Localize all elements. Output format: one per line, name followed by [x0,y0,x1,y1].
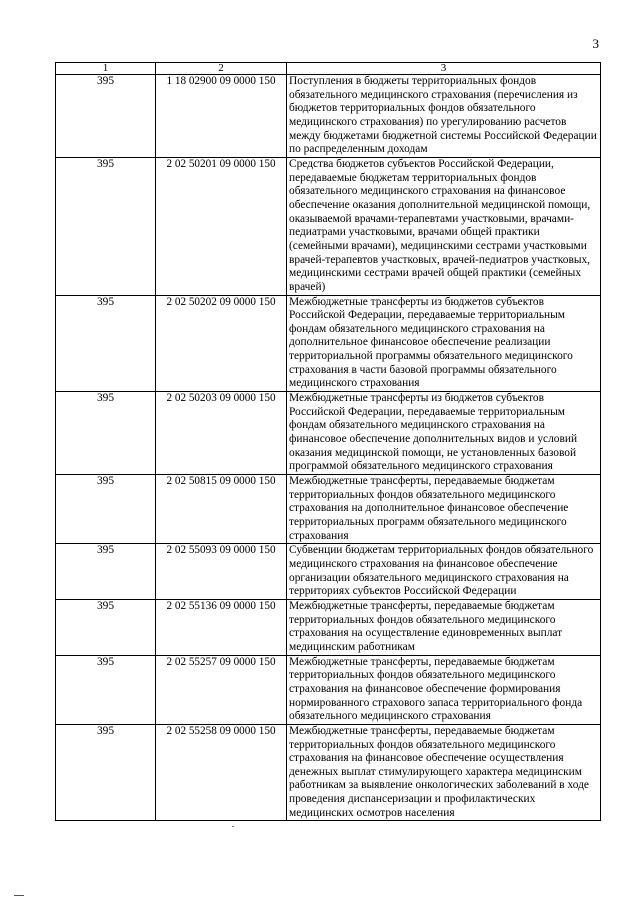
admin-code-cell: 395 [56,295,156,392]
revenue-code-cell: 2 02 55136 09 0000 150 [156,599,287,655]
page-number: 3 [592,36,599,51]
column-header-2: 2 [156,63,287,75]
revenue-code-cell: 2 02 55257 09 0000 150 [156,655,287,724]
admin-code-cell: 395 [56,75,156,158]
table-row [56,157,601,295]
revenue-code-cell: 2 02 50201 09 0000 150 [156,157,287,295]
description-cell: Межбюджетные трансферты, передаваемые бюджетам территориальных фондов обязательного медицинского страхования на финансовое обеспечение формирования нормированного страхового запаса территориального фонда обязательного медицинского страхования [287,655,601,724]
revenue-code-cell: 1 18 02900 09 0000 150 [156,75,287,158]
table-row [56,724,601,821]
table-header-row [56,63,601,75]
table-row [56,599,601,655]
column-header-3: 3 [287,63,601,75]
admin-code-cell: 395 [56,724,156,821]
admin-code-cell: 395 [56,157,156,295]
description-cell: Поступления в бюджеты территориальных фондов обязательного медицинского страхования (перечисления из бюджетов территориальных фондов обязательного медицинского страхования) по урегулированию расчетов между бюджетами бюджетной системы Российской Федерации по распределенным доходам [287,75,601,158]
revenue-code-cell: 2 02 50815 09 0000 150 [156,475,287,544]
description-cell: Межбюджетные трансферты из бюджетов субъектов Российской Федерации, передаваемые территориальным фондам обязательного медицинского страхования на дополнительное финансовое обеспечение реализации территориальной программы обязательного медицинского страхования в части базовой программы обязательного медицинского страхования [287,295,601,392]
table-row [56,295,601,392]
description-cell: Межбюджетные трансферты, передаваемые бюджетам территориальных фондов обязательного медицинского страхования на осуществление единовременных выплат медицинским работникам [287,599,601,655]
description-cell: Межбюджетные трансферты из бюджетов субъектов Российской Федерации, передаваемые территориальным фондам обязательного медицинского страхования на финансовое обеспечение дополнительных видов и условий оказания медицинской помощи, не установленных базовой программой обязательного медицинского страхования [287,392,601,475]
table-row [56,655,601,724]
revenue-code-cell: 2 02 50202 09 0000 150 [156,295,287,392]
table-row [56,475,601,544]
description-cell: Средства бюджетов субъектов Российской Федерации, передаваемые бюджетам территориальных фондов обязательного медицинского страхования на финансовое обеспечение оказания дополнительной медицинской помощи, оказываемой врачами-терапевтами участковыми, врачами-педиатрами участковыми, врачами общей практики (семейными врачами), медицинскими сестрами участковыми врачей-терапевтов участковых, врачей-педиатров участковых, медицинскими сестрами врачей общей практики (семейных врачей) [287,157,601,295]
admin-code-cell: 395 [56,475,156,544]
table-row [56,392,601,475]
budget-codes-table [55,62,601,821]
admin-code-cell: 395 [56,599,156,655]
table-row [56,544,601,600]
admin-code-cell: 395 [56,392,156,475]
revenue-code-cell: 2 02 55093 09 0000 150 [156,544,287,600]
scan-speck [232,826,234,827]
revenue-code-cell: 2 02 50203 09 0000 150 [156,392,287,475]
description-cell: Субвенции бюджетам территориальных фондов обязательного медицинского страхования на финансовое обеспечение организации обязательного медицинского страхования на территориях субъектов Российской Федерации [287,544,601,600]
column-header-1: 1 [56,63,156,75]
revenue-code-cell: 2 02 55258 09 0000 150 [156,724,287,821]
admin-code-cell: 395 [56,544,156,600]
table-row [56,75,601,158]
description-cell: Межбюджетные трансферты, передаваемые бюджетам территориальных фондов обязательного медицинского страхования на финансовое обеспечение осуществления денежных выплат стимулирующего характера медицинским работникам за выявление онкологических заболеваний в ходе проведения диспансеризации и профилактических медицинских осмотров населения [287,724,601,821]
description-cell: Межбюджетные трансферты, передаваемые бюджетам территориальных фондов обязательного медицинского страхования на дополнительное финансовое обеспечение территориальных программ обязательного медицинского страхования [287,475,601,544]
admin-code-cell: 395 [56,655,156,724]
scan-corner-mark [14,895,24,896]
